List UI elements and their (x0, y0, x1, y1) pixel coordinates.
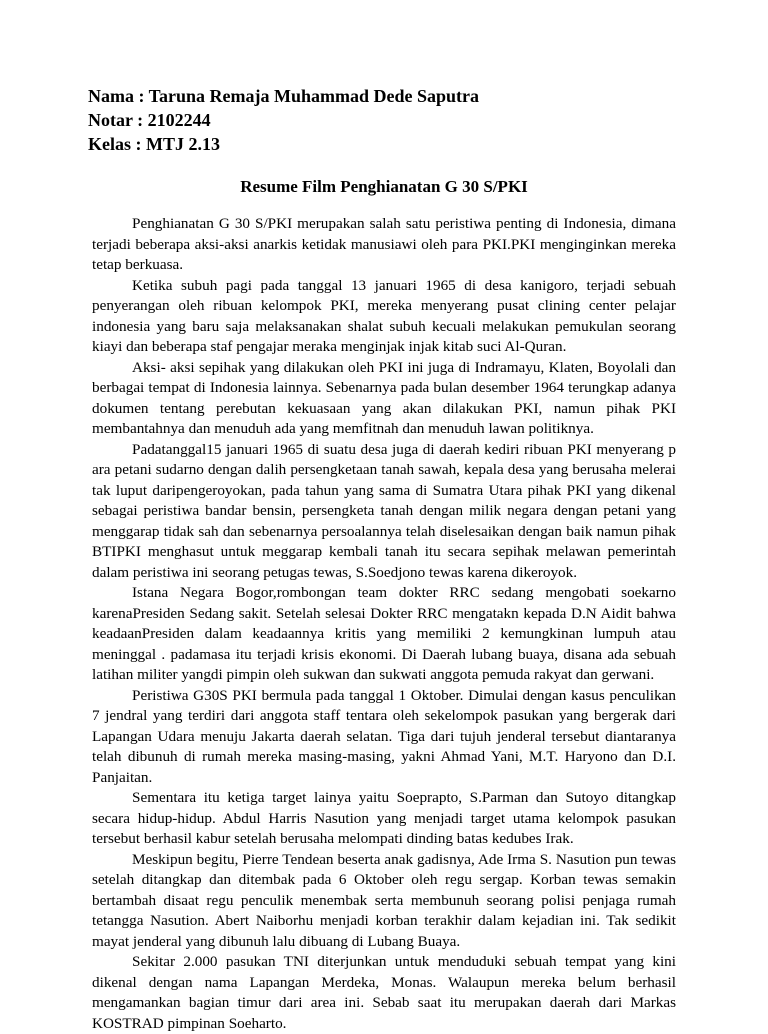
paragraph: Aksi- aksi sepihak yang dilakukan oleh PKI ini juga di Indramayu, Klaten, Boyolali dan berbagai tempat di Indonesia lainnya. Sebenarnya pada bulan desember 1964 terungkap adanya dokumen tentang perebutan kekuasaan yang akan dilakukan PKI, namun pihak PKI membantahnya dan menuduh ada yang memfitnah dan menuduh lawan politiknya. (92, 358, 676, 437)
paragraph: Sekitar 2.000 pasukan TNI diterjunkan untuk menduduki sebuah tempat yang kini dikenal dengan nama Lapangan Merdeka, Monas. Walaupun mereka belum berhasil mengamankan bagian timur dari area ini. Sebab saat itu merupakan daerah dari Markas KOSTRAD pimpinan Soeharto. (92, 953, 676, 1032)
student-name: Nama : Taruna Remaja Muhammad Dede Saputra (88, 86, 480, 106)
paragraph: Istana Negara Bogor,rombongan team dokter RRC sedang mengobati soekarno karenaPresiden Sedang sakit. Setelah selesai Dokter RRC mengatakn kepada D.N Aidit bahwa keadaanPresiden dalam keadaannya kritis yang memiliki 2 kemungkinan lumpuh atau meninggal . padamasa itu terjadi krisis ekonomi. Di Daerah lubang buaya, disana ada sebuah latihan militer yangdi pimpin oleh sukwan dan sukwati anggota pemuda rakyat dan gerwani. (92, 584, 676, 683)
student-info (88, 84, 479, 156)
paragraph: Meskipun begitu, Pierre Tendean beserta anak gadisnya, Ade Irma S. Nasution pun tewas setelah ditangkap dan ditembak pada 6 Oktober oleh regu sergap. Korban tewas semakin bertambah disaat regu penculik menembak serta membunuh seorang polisi penjaga rumah tetangga Nasution. Abert Naiborhu menjadi korban terakhir dalam kejadian ini. Tak sedikit mayat jenderal yang dibunuh lalu dibuang di Lubang Buaya. (92, 850, 676, 950)
paragraph: Ketika subuh pagi pada tanggal 13 januari 1965 di desa kanigoro, terjadi sebuah penyerangan oleh ribuan kelompok PKI, mereka menyerang pusat clining center pelajar indonesia yang baru saja melaksanakan shalat subuh kecuali melakukan pemukulan seorang kiayi dan beberapa staf pengajar meraka menginjak injak kitab suci Al-Quran. (92, 276, 676, 355)
document-title: Resume Film Penghianatan G 30 S/PKI (240, 177, 528, 196)
paragraph: Padatanggal15 januari 1965 di suatu desa juga di daerah kediri ribuan PKI menyerang p ara petani sudarno dengan dalih persengketaan tanah sawah, kepala desa yang berusaha melerai tak luput daripengeroyokan, pada tahun yang sama di Sumatra Utara pihak PKI yang dikenal sebagai peristiwa bandar bensin, persengketa tanah dengan milik negara dengan petani yang menggarap tidak sah dan sebenarnya persoalannya telah diselesaikan dengan baik namun pihak BTIPKI menghasut untuk meggarap kembali tanah itu secara sepihak melawan pemerintah dalam peristiwa ini seorang petugas tewas, S.Soedjono tewas karena dikeroyok. (92, 440, 676, 581)
paragraph: Peristiwa G30S PKI bermula pada tanggal 1 Oktober. Dimulai dengan kasus penculikan 7 jendral yang terdiri dari anggota staff tentara oleh sekelompok pasukan yang bergerak dari Lapangan Udara menuju Jakarta daerah selatan. Tiga dari tujuh jenderal tersebut diantaranya telah dibunuh di rumah mereka masing-masing, yakni Ahmad Yani, M.T. Haryono dan D.I. Panjaitan. (92, 686, 676, 786)
student-notar: Notar : 2102244 (88, 110, 211, 130)
paragraph: Penghianatan G 30 S/PKI merupakan salah satu peristiwa penting di Indonesia, dimana terjadi beberapa aksi-aksi anarkis ketidak manusiawi oleh para PKI.PKI menginginkan mereka tetap berkuasa. (92, 215, 676, 273)
paragraph: Sementara itu ketiga target lainya yaitu Soeprapto, S.Parman dan Sutoyo ditangkap secara hidup-hidup. Abdul Harris Nasution yang menjadi target utama kelompok pasukan tersebut berhasil kabur setelah berusaha melompati dinding batas kedubes Irak. (92, 789, 676, 847)
student-class: Kelas : MTJ 2.13 (88, 134, 220, 154)
document-body (92, 214, 676, 1034)
